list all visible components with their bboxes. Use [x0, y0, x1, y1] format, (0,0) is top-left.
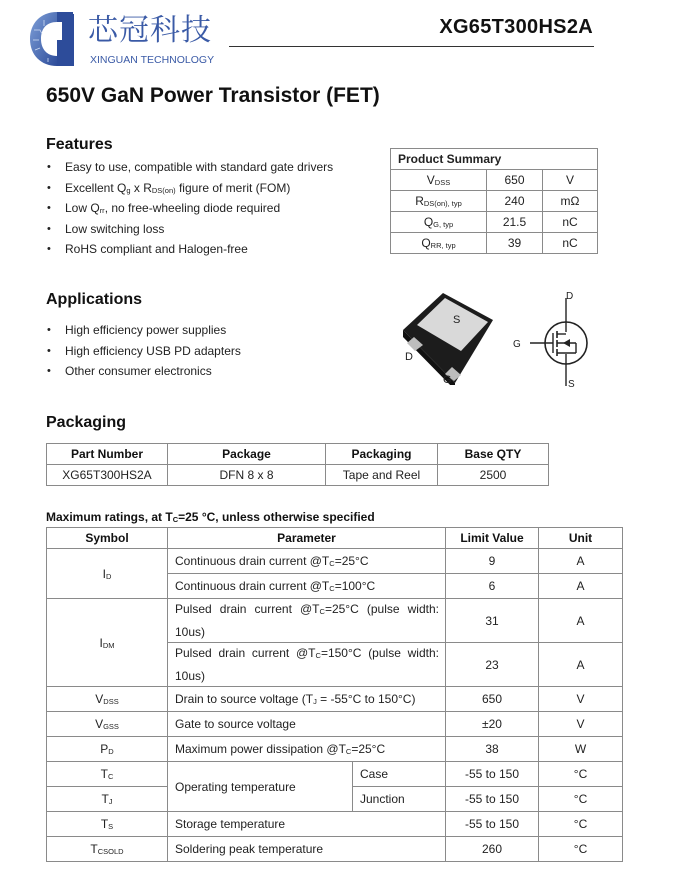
unit-cell: A: [539, 574, 623, 599]
feature-subscript: g: [126, 185, 131, 195]
features-heading: Features: [46, 136, 113, 153]
feature-item: [46, 198, 333, 219]
symbol-cell: [47, 837, 168, 862]
symbol-subscript: RR, typ: [430, 241, 456, 250]
feature-text: Easy to use, compatible with standard gate drivers: [65, 160, 334, 174]
symbol: I: [102, 566, 106, 581]
parameter-cell: [168, 737, 446, 762]
feature-text: , no free-wheeling diode required: [104, 201, 281, 215]
unit-cell: A: [539, 549, 623, 574]
table-row: [47, 549, 623, 574]
symbol-cell: [47, 599, 168, 687]
limit-value-cell: 260: [446, 837, 539, 862]
schematic-gate-label: G: [513, 339, 521, 350]
column-header: Symbol: [47, 528, 168, 549]
param-text: Pulsed drain current @T: [175, 646, 316, 660]
parameter-cell: Operating temperature: [168, 762, 353, 812]
header-divider: [229, 46, 594, 47]
unit-cell: mΩ: [543, 191, 598, 212]
package-pin-d-label: D: [405, 351, 413, 363]
symbol-cell: [47, 787, 168, 812]
column-header: Package: [168, 444, 326, 465]
parameter-cell: Gate to source voltage: [168, 712, 446, 737]
features-list: [46, 157, 333, 260]
symbol: T: [101, 792, 109, 806]
symbol-cell: [391, 170, 487, 191]
table-row: [391, 233, 598, 254]
table-row: [47, 762, 623, 787]
limit-value-cell: -55 to 150: [446, 787, 539, 812]
parameter-cell: [168, 549, 446, 574]
document-title: 650V GaN Power Transistor (FET): [46, 84, 380, 107]
symbol-cell: [47, 812, 168, 837]
unit-cell: W: [539, 737, 623, 762]
limit-value-cell: -55 to 150: [446, 812, 539, 837]
dfn-package-illustration: [395, 285, 505, 385]
unit-cell: nC: [543, 233, 598, 254]
application-item: • Other consumer electronics: [46, 361, 241, 382]
unit-cell: °C: [539, 787, 623, 812]
package-pad-label: S: [453, 314, 461, 326]
symbol-subscript: J: [108, 797, 113, 806]
table-row: [391, 191, 598, 212]
value-cell: 39: [487, 233, 543, 254]
param-text: Maximum power dissipation @T: [175, 742, 346, 756]
feature-item: [46, 178, 333, 199]
feature-subscript: DS(on): [151, 185, 176, 195]
limit-value-cell: 31: [446, 599, 539, 643]
schematic-drain-label: D: [566, 291, 574, 302]
limit-value-cell: 650: [446, 687, 539, 712]
param-text: =25°C (pulse width: 10us): [175, 602, 439, 639]
unit-cell: °C: [539, 837, 623, 862]
symbol: R: [415, 194, 424, 208]
table-row: [47, 737, 623, 762]
parameter-cell: [168, 687, 446, 712]
caption-subscript: C: [172, 515, 179, 524]
logo-chinese-text: 芯冠科技: [88, 13, 212, 48]
column-header: Base QTY: [438, 444, 549, 465]
symbol-subscript: DS(on), typ: [423, 199, 462, 208]
unit-cell: V: [539, 687, 623, 712]
symbol: I: [99, 635, 103, 650]
symbol: T: [100, 767, 108, 781]
part-number-cell: XG65T300HS2A: [47, 465, 168, 486]
symbol: Q: [423, 215, 434, 229]
parameter-cell: [168, 643, 446, 687]
symbol-cell: [47, 712, 168, 737]
param-subscript: C: [315, 651, 321, 660]
symbol: V: [95, 692, 104, 706]
value-cell: 650: [487, 170, 543, 191]
application-item: • High efficiency power supplies: [46, 320, 241, 341]
symbol-subscript: DM: [102, 640, 115, 650]
param-subscript: J: [313, 697, 317, 706]
param-text: Drain to source voltage (T: [175, 692, 314, 706]
product-summary-table: [390, 148, 598, 254]
max-ratings-caption: [46, 510, 375, 524]
unit-cell: °C: [539, 812, 623, 837]
symbol: P: [100, 742, 109, 756]
symbol-subscript: DSS: [103, 697, 119, 706]
param-text: = -55°C to 150°C): [316, 692, 416, 706]
unit-cell: °C: [539, 762, 623, 787]
column-header: Part Number: [47, 444, 168, 465]
symbol-subscript: D: [108, 747, 114, 756]
company-logo: [26, 10, 226, 70]
symbol: T: [100, 817, 109, 831]
symbol: V: [426, 173, 435, 187]
sub-parameter-cell: Junction: [353, 787, 446, 812]
symbol-subscript: C: [107, 772, 114, 781]
caption-text: =25 °C, unless otherwise specified: [178, 510, 375, 524]
symbol-subscript: D: [105, 571, 112, 581]
feature-text: x R: [130, 180, 152, 195]
limit-value-cell: 23: [446, 643, 539, 687]
table-row: [47, 712, 623, 737]
applications-list: [46, 320, 241, 382]
symbol-cell: [47, 549, 168, 599]
table-row: [47, 837, 623, 862]
column-header: Limit Value: [446, 528, 539, 549]
symbol-subscript: CSOLD: [97, 847, 124, 856]
parameter-cell: [168, 599, 446, 643]
column-header: Unit: [539, 528, 623, 549]
param-text: Continuous drain current @T: [175, 579, 330, 593]
logo-english-text: XINGUAN TECHNOLOGY: [90, 54, 215, 66]
sub-parameter-cell: Case: [353, 762, 446, 787]
package-pin-g-label: G: [443, 374, 452, 385]
package-cell: DFN 8 x 8: [168, 465, 326, 486]
limit-value-cell: ±20: [446, 712, 539, 737]
packaging-table: [46, 443, 549, 486]
packaging-heading: Packaging: [46, 414, 127, 431]
symbol-subscript: G, typ: [433, 220, 454, 229]
symbol-subscript: DSS: [434, 178, 451, 187]
param-subscript: C: [319, 607, 325, 616]
feature-text: figure of merit (FOM): [175, 180, 291, 195]
unit-cell: A: [539, 643, 623, 687]
parameter-cell: Storage temperature: [168, 812, 446, 837]
fet-schematic-symbol: [510, 288, 600, 388]
unit-cell: A: [539, 599, 623, 643]
parameter-cell: [168, 574, 446, 599]
value-cell: 240: [487, 191, 543, 212]
symbol-cell: [391, 233, 487, 254]
feature-text: RoHS compliant and Halogen-free: [65, 242, 248, 256]
feature-text: Excellent Q: [65, 180, 127, 195]
part-number-title: XG65T300HS2A: [439, 16, 593, 38]
applications-heading: Applications: [46, 291, 143, 308]
limit-value-cell: 6: [446, 574, 539, 599]
table-row: [47, 465, 549, 486]
symbol-subscript: S: [108, 822, 114, 831]
param-subscript: C: [345, 747, 352, 756]
feature-item: [46, 157, 333, 178]
table-row: [391, 170, 598, 191]
feature-item: [46, 219, 333, 240]
param-subscript: C: [329, 559, 335, 568]
table-row: [47, 812, 623, 837]
symbol-cell: [47, 737, 168, 762]
param-text: Continuous drain current @T: [175, 554, 330, 568]
parameter-cell: Soldering peak temperature: [168, 837, 446, 862]
table-header-row: [47, 528, 623, 549]
param-text: =25°C: [334, 554, 369, 568]
unit-cell: V: [539, 712, 623, 737]
limit-value-cell: 38: [446, 737, 539, 762]
feature-text: Low Q: [65, 201, 100, 215]
param-subscript: C: [329, 584, 335, 593]
param-text: =150°C (pulse width: 10us): [175, 646, 439, 683]
table-header-row: [47, 444, 549, 465]
column-header: Parameter: [168, 528, 446, 549]
param-text: =25°C: [351, 742, 386, 756]
symbol: Q: [421, 236, 431, 250]
unit-cell: nC: [543, 212, 598, 233]
logo-g-icon: [26, 10, 88, 68]
param-text: =100°C: [334, 579, 376, 593]
table-row: [391, 212, 598, 233]
symbol: T: [90, 842, 98, 856]
column-header: Packaging: [326, 444, 438, 465]
table-row: [47, 599, 623, 643]
unit-cell: V: [543, 170, 598, 191]
symbol-cell: [47, 687, 168, 712]
symbol-cell: [391, 212, 487, 233]
packaging-cell: Tape and Reel: [326, 465, 438, 486]
feature-subscript: rr: [99, 206, 105, 215]
symbol-subscript: GSS: [103, 722, 119, 731]
value-cell: 21.5: [487, 212, 543, 233]
product-summary-title: Product Summary: [391, 149, 598, 170]
max-ratings-table: [46, 527, 623, 862]
base-qty-cell: 2500: [438, 465, 549, 486]
limit-value-cell: 9: [446, 549, 539, 574]
caption-text: Maximum ratings, at T: [46, 510, 173, 524]
schematic-source-label: S: [568, 379, 575, 388]
symbol-cell: [47, 762, 168, 787]
limit-value-cell: -55 to 150: [446, 762, 539, 787]
feature-item: [46, 239, 333, 260]
table-row: [47, 687, 623, 712]
feature-text: Low switching loss: [65, 221, 165, 236]
param-text: Pulsed drain current @T: [175, 602, 320, 616]
symbol: V: [95, 717, 104, 731]
symbol-cell: [391, 191, 487, 212]
application-item: • High efficiency USB PD adapters: [46, 341, 241, 362]
